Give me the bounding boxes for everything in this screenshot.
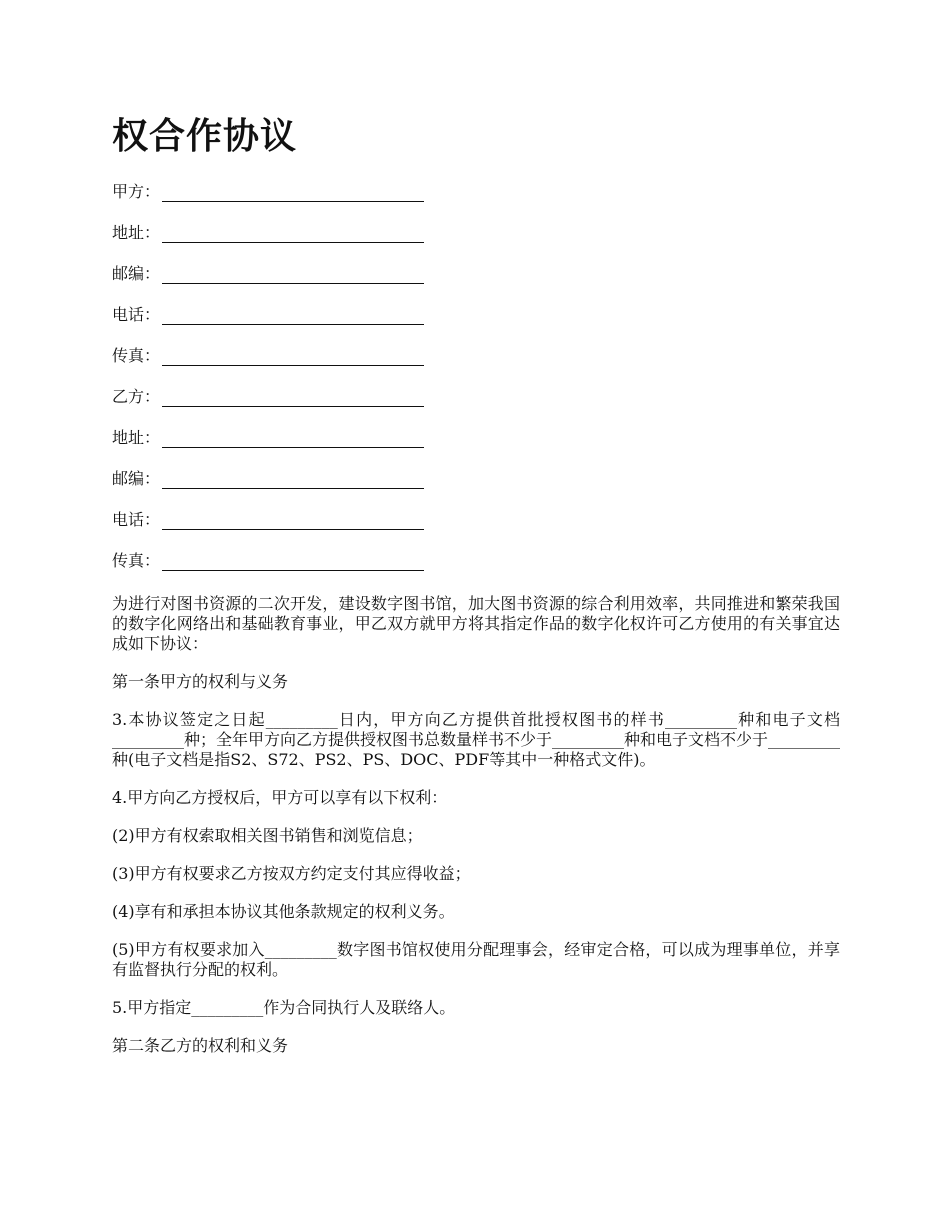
agreement-body: [112, 594, 840, 1074]
party-a-name-label: 甲方：: [112, 182, 161, 201]
party-b-address-field: [112, 426, 512, 467]
clause-4-item-2: (2)甲方有权索取相关图书销售和浏览信息；: [112, 826, 423, 845]
party-a-fax-blank: [162, 344, 424, 366]
clause-3-paragraph: 3.本协议签定之日起_________日内，甲方向乙方提供首批授权图书的样书_________种和电子文档_________种；全年甲方向乙方提供授权图书总数量样书不少于_________种和电子文档不少于_________种(电子文档是指S2、S72、PS2、PS、DOC、PDF等其中一种格式文件)。: [112, 710, 841, 769]
party-a-phone-field: [112, 303, 512, 344]
party-b-phone-field: [112, 508, 512, 549]
party-a-address-blank: [162, 221, 424, 243]
party-b-postcode-blank: [162, 467, 424, 489]
document-title: 权合作协议: [112, 115, 298, 157]
party-a-fax-label: 传真：: [112, 346, 161, 365]
party-b-name-label: 乙方：: [112, 387, 161, 406]
clause-4-item-3: (3)甲方有权要求乙方按双方约定支付其应得收益；: [112, 864, 471, 883]
party-info-fields: [112, 180, 512, 590]
party-a-postcode-blank: [162, 262, 424, 284]
party-b-address-blank: [162, 426, 424, 448]
party-a-name-blank: [162, 180, 424, 202]
article-1-heading: 第一条甲方的权利与义务: [112, 672, 289, 691]
party-b-postcode-label: 邮编：: [112, 469, 161, 488]
article-2-heading: 第二条乙方的权利和义务: [112, 1036, 289, 1055]
party-b-phone-label: 电话：: [112, 510, 161, 529]
party-b-phone-blank: [162, 508, 424, 530]
party-a-postcode-label: 邮编：: [112, 264, 161, 283]
clause-4-item-4: (4)享有和承担本协议其他条款规定的权利义务。: [112, 902, 455, 921]
intro-paragraph: 为进行对图书资源的二次开发，建设数字图书馆，加大图书资源的综合利用效率，共同推进和繁荣我国的数字化网络出和基础教育事业，甲乙双方就甲方将其指定作品的数字化权许可乙方使用的有关事宜达成如下协议：: [112, 594, 840, 653]
party-b-postcode-field: [112, 467, 512, 508]
party-b-fax-blank: [162, 549, 424, 571]
party-b-name-blank: [162, 385, 424, 407]
party-b-fax-field: [112, 549, 512, 590]
clause-5-paragraph: 5.甲方指定_________作为合同执行人及联络人。: [112, 998, 456, 1017]
party-a-fax-field: [112, 344, 512, 385]
party-b-address-label: 地址：: [112, 428, 161, 447]
party-a-address-label: 地址：: [112, 223, 161, 242]
party-a-phone-label: 电话：: [112, 305, 161, 324]
party-a-phone-blank: [162, 303, 424, 325]
party-a-name-field: [112, 180, 512, 221]
clause-4-item-5: (5)甲方有权要求加入_________数字图书馆权使用分配理事会，经审定合格，可以成为理事单位，并享有监督执行分配的权利。: [112, 940, 840, 979]
party-a-postcode-field: [112, 262, 512, 303]
party-b-fax-label: 传真：: [112, 551, 161, 570]
clause-4-paragraph: 4.甲方向乙方授权后，甲方可以享有以下权利：: [112, 788, 448, 807]
party-b-name-field: [112, 385, 512, 426]
party-a-address-field: [112, 221, 512, 262]
